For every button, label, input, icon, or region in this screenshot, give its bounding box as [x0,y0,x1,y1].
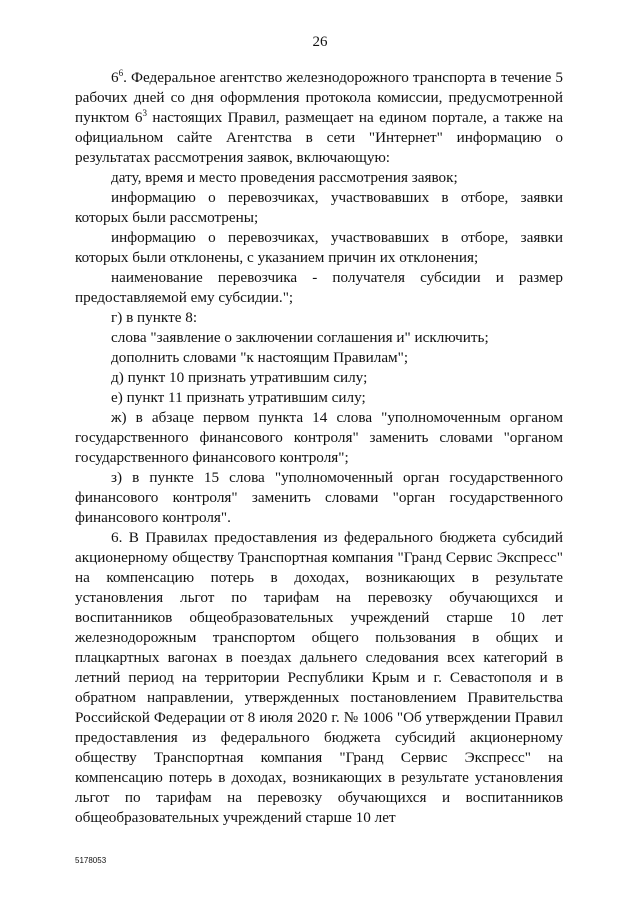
page-number: 26 [312,34,328,50]
paragraph [75,328,563,348]
text-run: наименование перевозчика - получателя субсидии и размер предоставляемой ему субсидии."; [75,269,563,306]
text-run: з) в пункте 15 слова "уполномоченный орган государственного финансового контроля" заменить словами "орган государственного финансового контроля". [75,469,563,526]
text-run: ж) в абзаце первом пункта 14 слова "уполномоченным органом государственного финансового контроля" заменить словами "органом государственного финансового контроля"; [75,409,563,466]
document-body [75,68,563,828]
paragraph [75,468,563,528]
paragraph [75,68,563,168]
text-run: информацию о перевозчиках, участвовавших в отборе, заявки которых были отклонены, с указанием причин их отклонения; [75,229,563,266]
text-run: информацию о перевозчиках, участвовавших в отборе, заявки которых были рассмотрены; [75,189,563,226]
paragraph [75,308,563,328]
paragraph [75,408,563,468]
text-run: дату, время и место проведения рассмотрения заявок; [111,169,458,186]
text-run: 6 [111,69,119,86]
text-run: слова "заявление о заключении соглашения и" исключить; [111,329,489,346]
text-run: г) в пункте 8: [111,309,198,326]
text-run: е) пункт 11 признать утратившим силу; [111,389,366,406]
paragraph [75,268,563,308]
paragraph [75,188,563,228]
paragraph [75,228,563,268]
text-run: настоящих Правил, размещает на едином портале, а также на официальном сайте Агентства в сети "Интернет" информацию о результатах рассмотрения заявок, включающую: [75,109,563,166]
paragraph [75,528,563,828]
text-run: 6. В Правилах предоставления из федерального бюджета субсидий акционерному обществу Транспортная компания "Гранд Сервис Экспресс" на компенсацию потерь в доходах, возникающих в результате установления льгот по тарифам на перевозку обучающихся и воспитанников общеобразовательных учреждений старше 10 лет железнодорожным транспортом общего пользования в общих и плацкартных вагонах в поездах дальнего следования всех категорий в летний период на территории Республики Крым и г. Севастополя и в обратном направлении, утвержденных постановлением Правительства Российской Федерации от 8 июля 2020 г. № 1006 "Об утверждении Правил предоставления из федерального бюджета субсидий акционерному обществу Транспортная компания "Гранд Сервис Экспресс" на компенсацию потерь в доходах, возникающих в результате установления льгот по тарифам на перевозку обучающихся и воспитанников общеобразовательных учреждений старше 10 лет [75,529,563,826]
paragraph [75,388,563,408]
text-run: д) пункт 10 признать утратившим силу; [111,369,368,386]
paragraph [75,168,563,188]
paragraph [75,348,563,368]
paragraph [75,368,563,388]
text-run: дополнить словами "к настоящим Правилам"; [111,349,409,366]
superscript: 6 [118,68,124,78]
document-code: 5178053 [75,856,107,865]
text-run: . Федеральное агентство железнодорожного транспорта в течение 5 рабочих дней со дня оформления протокола комиссии, предусмотренной пунктом 6 [75,69,563,126]
superscript: 3 [142,108,147,118]
